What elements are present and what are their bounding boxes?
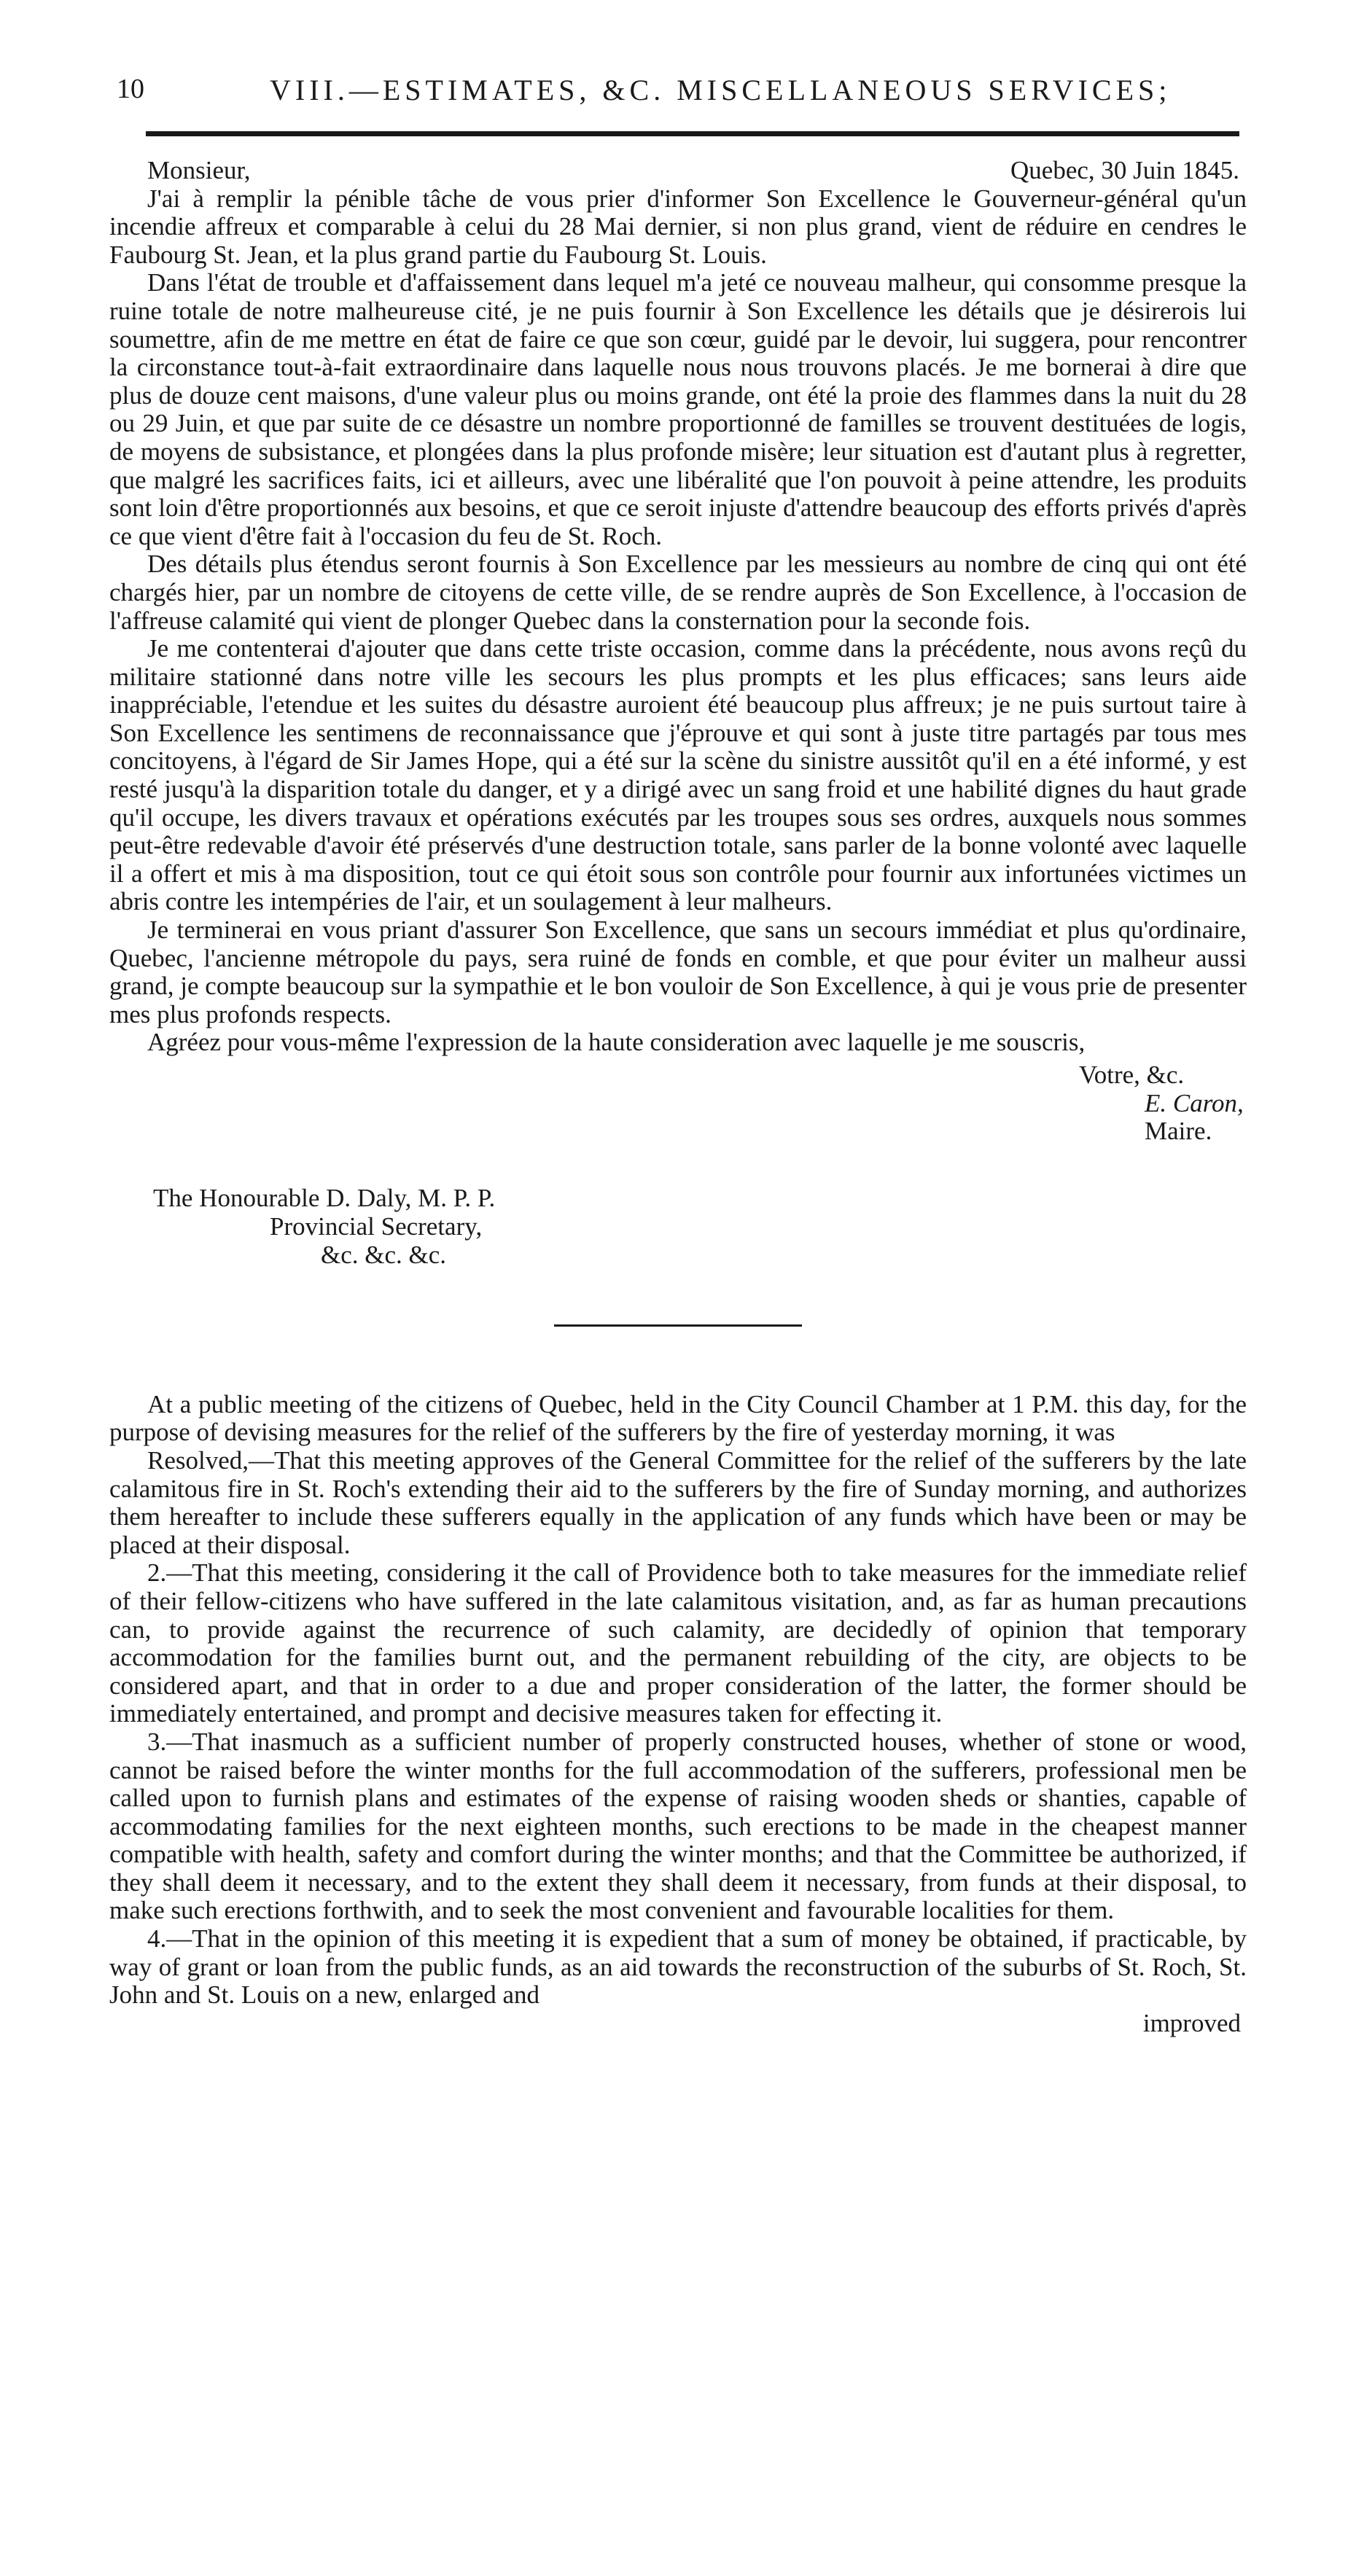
resolution-1: Resolved,—That this meeting approves of the General Committee for the relief of the sufferers by the late calamitous fire in St. Roch's extending their aid to the sufferers by the fire of Sunday morning, and authorizes them hereafter to include these sufferers equally in the application of any funds which have been or may be placed at their disposal.: [109, 1445, 1247, 1559]
addressee-etc: &c. &c. &c.: [321, 1240, 447, 1269]
resolution-4: 4.—That in the opinion of this meeting it is expedient that a sum of money be obtained, if practicable, by way of grant or loan from the public funds, as an aid towards the reconstruction of the suburbs of St. Roch, St. John and St. Louis on a new, enlarged and: [109, 1924, 1247, 2010]
letter-closing: [109, 1061, 1247, 1146]
section-divider: [554, 1324, 802, 1327]
page-number: 10: [117, 74, 144, 104]
header-rule: [146, 131, 1239, 136]
letter-paragraph-2: Dans l'état de trouble et d'affaissement dans lequel m'a jeté ce nouveau malheur, qui consomme presque la ruine totale de notre malheureuse cité, je ne puis fournir à Son Excellence les détails que je désirerois lui soumettre, afin de me mettre en état de faire ce que son cœur, guidé par le devoir, lui suggera, pour rencontrer la circonstance tout-à-fait extraordinaire dans laquelle nous nous trouvons placés. Je me bornerai à dire que plus de douze cent maisons, d'une valeur plus ou moins grande, ont été la proie des flammes dans la nuit du 28 ou 29 Juin, et que par suite de ce désastre un nombre proportionné de familles se trouvent destituées de logis, de moyens de subsistance, et plongées dans la plus profonde misère; leur situation est d'autant plus à regretter, que malgré les sacrifices faits, ici et ailleurs, avec une libéralité que l'on pouvoit à peine attendre, les produits sont loin d'être proportionnés aux besoins, et que ce seroit injuste d'attendre beaucoup des efforts privés d'après ce que vient d'être fait à l'occasion du feu de St. Roch.: [109, 268, 1247, 550]
page-header: [117, 73, 1254, 117]
closing-formula: Votre, &c.: [1079, 1061, 1185, 1089]
addressee-office: Provincial Secretary,: [270, 1211, 483, 1241]
addressee-block: [109, 1184, 1247, 1269]
meeting-intro: At a public meeting of the citizens of Quebec, held in the City Council Chamber at 1 P.M. this day, for the purpose of devising measures for the relief of the sufferers by the fire of yesterday morning, it was: [109, 1389, 1247, 1447]
letter-paragraph-3: Des détails plus étendus seront fournis à Son Excellence par les messieurs au nombre de cinq qui ont été chargés hier, par un nombre de citoyens de cette ville, de se rendre auprès de Son Excellence, à l'occasion de l'affreuse calamité qui vient de plonger Quebec dans la consternation pour la seconde fois.: [109, 550, 1247, 635]
signature: [1079, 1090, 1247, 1146]
letter-paragraph-5: Je terminerai en vous priant d'assurer Son Excellence, que sans un secours immédiat et plus qu'ordinaire, Quebec, l'ancienne métropole du pays, sera ruiné de fonds en comble, et que pour éviter un malheur aussi grand, je compte beaucoup sur la sympathie et le bon vouloir de Son Excellence, à qui je vous prie de presenter mes plus profonds respects.: [109, 916, 1247, 1029]
dateline: Quebec, 30 Juin 1845.: [1010, 156, 1239, 184]
addressee-name: The Honourable D. Daly, M. P. P.: [153, 1183, 496, 1212]
letter-paragraph-4: Je me contenterai d'ajouter que dans cette triste occasion, comme dans la précédente, nous avons reçû du militaire stationné dans notre ville les secours les plus prompts et les plus efficaces; sans leurs aide inappréciable, l'etendue et les suites du désastre auroient été beaucoup plus affreux; je ne puis surtout taire à Son Excellence les sentimens de reconnaissance que j'éprouve et qui sont à juste titre partagés par tous mes concitoyens, à l'égard de Sir James Hope, qui a été sur la scène du sinistre aussitôt qu'il en a été informé, y est resté jusqu'à la disparition totale du danger, et y a dirigé avec un sang froid et une habilité dignes du haut grade qu'il occupe, les divers travaux et opérations exécutés par les troupes sous ses ordres, auxquels nous sommes peut-être redevable d'avoir été préservés d'une destruction totale, sans parler de la bonne volonté avec laquelle il a offert et mis à ma disposition, tout ce qui étoit sous son contrôle pour fournir aux infortunées victimes un abris contre les intempéries de l'air, et un soulagement à leur malheurs.: [109, 634, 1247, 916]
signature-title: Maire.: [1145, 1117, 1212, 1146]
letter-paragraph-1: J'ai à remplir la pénible tâche de vous prier d'informer Son Excellence le Gouverneur-général qu'un incendie affreux et comparable à celui du 28 Mai dernier, si non plus grand, vient de réduire en cendres le Faubourg St. Jean, et la plus grand partie du Faubourg St. Louis.: [109, 184, 1247, 269]
running-head: VIII.—ESTIMATES, &C. MISCELLANEOUS SERVICES;: [270, 74, 1172, 106]
salutation: Monsieur,: [147, 156, 251, 184]
resolution-2: 2.—That this meeting, considering it the call of Providence both to take measures for the immediate relief of their fellow-citizens who have suffered in the late calamitous visitation, and, as far as human precautions can, to provide against the recurrence of such calamity, are decidedly of opinion that temporary accommodation for the families burnt out, and the permanent rebuilding of the city, are objects to be considered apart, and that in order to a due and proper consideration of the latter, the former should be immediately entertained, and prompt and decisive measures taken for effecting it.: [109, 1558, 1247, 1728]
catchword: improved: [1142, 2008, 1241, 2037]
letter-paragraph-6: Agréez pour vous-même l'expression de la haute consideration avec laquelle je me souscris,: [147, 1028, 1086, 1057]
resolution-3: 3.—That inasmuch as a sufficient number of properly constructed houses, whether of stone or wood, cannot be raised before the winter months for the full accommodation of the sufferers, professional men be called upon to furnish plans and estimates of the expense of raising wooden sheds or shanties, capable of accommodating families for the next eighteen months, such erections to be made in the cheapest manner compatible with health, safety and comfort during the winter months; and that the Committee be authorized, if they shall deem it necessary, and to the extent they shall deem it necessary, from funds at their disposal, to make such erections forthwith, and to seek the most convenient and favourable localities for them.: [109, 1727, 1247, 1925]
signature-name: E. Caron,: [1145, 1088, 1244, 1117]
letter-heading: [109, 157, 1247, 185]
page-body: [109, 157, 1247, 2037]
